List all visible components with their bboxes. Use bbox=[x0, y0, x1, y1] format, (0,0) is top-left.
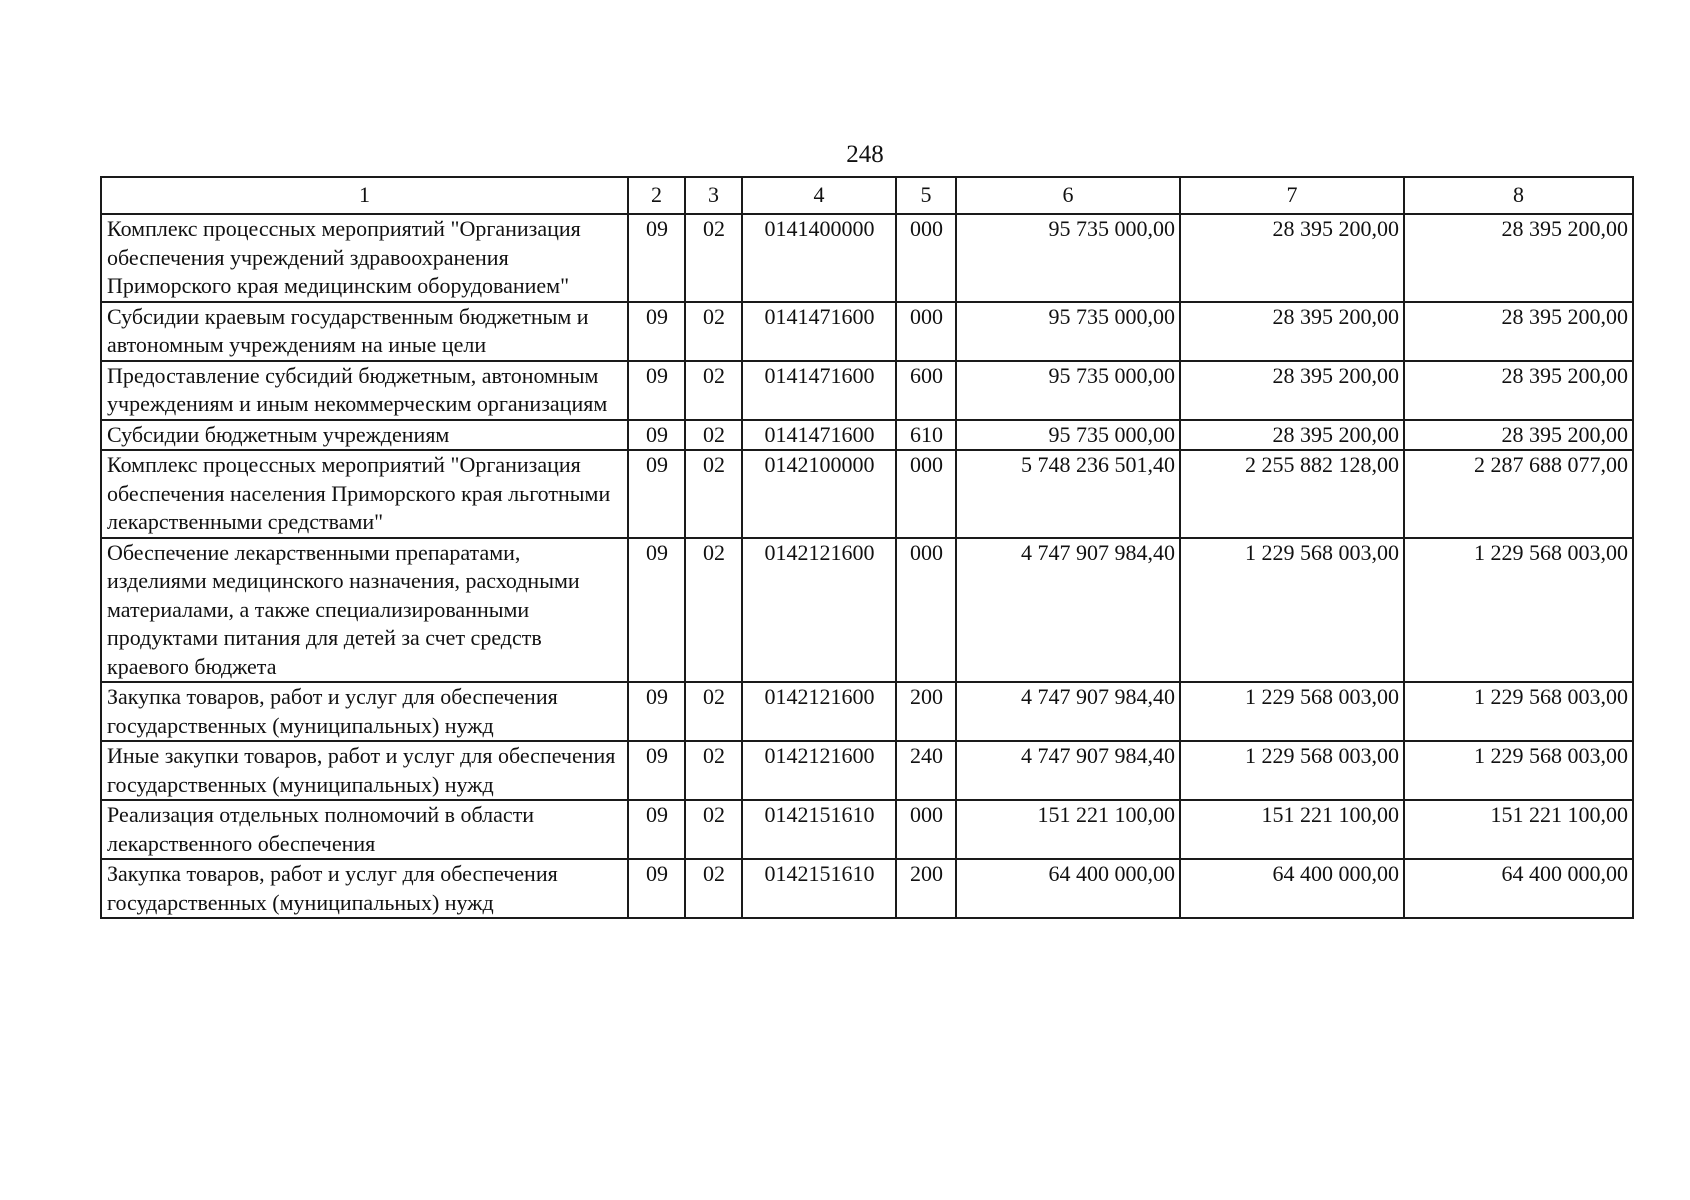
row-subsection-code: 02 bbox=[685, 800, 742, 859]
row-expense-type-code: 000 bbox=[896, 450, 956, 538]
header-cell-7: 7 bbox=[1180, 177, 1404, 214]
row-amount-col-6: 151 221 100,00 bbox=[956, 800, 1180, 859]
row-subsection-code: 02 bbox=[685, 741, 742, 800]
row-amount-col-8: 28 395 200,00 bbox=[1404, 361, 1633, 420]
row-subsection-code: 02 bbox=[685, 859, 742, 918]
row-name: Субсидии краевым государственным бюджетным и автономным учреждениям на иные цели bbox=[101, 302, 628, 361]
row-expense-type-code: 610 bbox=[896, 420, 956, 451]
row-target-article-code: 0142121600 bbox=[742, 538, 896, 683]
row-amount-col-7: 28 395 200,00 bbox=[1180, 214, 1404, 302]
row-expense-type-code: 000 bbox=[896, 538, 956, 683]
row-target-article-code: 0141471600 bbox=[742, 302, 896, 361]
row-amount-col-8: 1 229 568 003,00 bbox=[1404, 538, 1633, 683]
table-row bbox=[101, 538, 1633, 683]
row-amount-col-7: 1 229 568 003,00 bbox=[1180, 741, 1404, 800]
row-amount-col-6: 4 747 907 984,40 bbox=[956, 682, 1180, 741]
table-row bbox=[101, 800, 1633, 859]
row-amount-col-6: 95 735 000,00 bbox=[956, 361, 1180, 420]
row-amount-col-7: 64 400 000,00 bbox=[1180, 859, 1404, 918]
row-expense-type-code: 000 bbox=[896, 214, 956, 302]
row-section-code: 09 bbox=[628, 214, 685, 302]
row-section-code: 09 bbox=[628, 361, 685, 420]
row-name: Предоставление субсидий бюджетным, автономным учреждениям и иным некоммерческим организациям bbox=[101, 361, 628, 420]
budget-table bbox=[100, 176, 1634, 919]
row-section-code: 09 bbox=[628, 450, 685, 538]
row-amount-col-8: 28 395 200,00 bbox=[1404, 214, 1633, 302]
header-cell-5: 5 bbox=[896, 177, 956, 214]
table-row bbox=[101, 450, 1633, 538]
row-expense-type-code: 000 bbox=[896, 302, 956, 361]
table-row bbox=[101, 302, 1633, 361]
row-subsection-code: 02 bbox=[685, 420, 742, 451]
header-cell-6: 6 bbox=[956, 177, 1180, 214]
row-amount-col-6: 95 735 000,00 bbox=[956, 420, 1180, 451]
row-target-article-code: 0141471600 bbox=[742, 361, 896, 420]
row-amount-col-6: 4 747 907 984,40 bbox=[956, 741, 1180, 800]
row-amount-col-7: 2 255 882 128,00 bbox=[1180, 450, 1404, 538]
row-amount-col-8: 2 287 688 077,00 bbox=[1404, 450, 1633, 538]
row-amount-col-8: 1 229 568 003,00 bbox=[1404, 682, 1633, 741]
row-name: Комплекс процессных мероприятий "Организация обеспечения учреждений здравоохранения Приморского края медицинским оборудованием" bbox=[101, 214, 628, 302]
row-target-article-code: 0141400000 bbox=[742, 214, 896, 302]
table-row bbox=[101, 420, 1633, 451]
row-target-article-code: 0142121600 bbox=[742, 682, 896, 741]
row-amount-col-7: 28 395 200,00 bbox=[1180, 302, 1404, 361]
row-amount-col-7: 1 229 568 003,00 bbox=[1180, 538, 1404, 683]
row-subsection-code: 02 bbox=[685, 450, 742, 538]
table-row bbox=[101, 361, 1633, 420]
table-header-row bbox=[101, 177, 1633, 214]
row-name: Реализация отдельных полномочий в области лекарственного обеспечения bbox=[101, 800, 628, 859]
row-amount-col-6: 4 747 907 984,40 bbox=[956, 538, 1180, 683]
row-target-article-code: 0142121600 bbox=[742, 741, 896, 800]
row-amount-col-7: 151 221 100,00 bbox=[1180, 800, 1404, 859]
row-subsection-code: 02 bbox=[685, 682, 742, 741]
row-amount-col-8: 64 400 000,00 bbox=[1404, 859, 1633, 918]
row-section-code: 09 bbox=[628, 538, 685, 683]
row-amount-col-7: 1 229 568 003,00 bbox=[1180, 682, 1404, 741]
row-name: Обеспечение лекарственными препаратами, изделиями медицинского назначения, расходными материалами, а также специализированными продуктами питания для детей за счет средств краевого бюджета bbox=[101, 538, 628, 683]
page-number: 248 bbox=[846, 141, 884, 168]
row-amount-col-8: 28 395 200,00 bbox=[1404, 302, 1633, 361]
row-section-code: 09 bbox=[628, 302, 685, 361]
row-subsection-code: 02 bbox=[685, 214, 742, 302]
row-target-article-code: 0141471600 bbox=[742, 420, 896, 451]
row-amount-col-8: 1 229 568 003,00 bbox=[1404, 741, 1633, 800]
row-target-article-code: 0142100000 bbox=[742, 450, 896, 538]
header-cell-4: 4 bbox=[742, 177, 896, 214]
row-expense-type-code: 200 bbox=[896, 682, 956, 741]
row-expense-type-code: 240 bbox=[896, 741, 956, 800]
row-section-code: 09 bbox=[628, 741, 685, 800]
row-name: Закупка товаров, работ и услуг для обеспечения государственных (муниципальных) нужд bbox=[101, 682, 628, 741]
row-amount-col-8: 151 221 100,00 bbox=[1404, 800, 1633, 859]
row-section-code: 09 bbox=[628, 859, 685, 918]
row-amount-col-8: 28 395 200,00 bbox=[1404, 420, 1633, 451]
row-amount-col-7: 28 395 200,00 bbox=[1180, 420, 1404, 451]
header-cell-8: 8 bbox=[1404, 177, 1633, 214]
row-amount-col-6: 64 400 000,00 bbox=[956, 859, 1180, 918]
row-subsection-code: 02 bbox=[685, 302, 742, 361]
row-subsection-code: 02 bbox=[685, 361, 742, 420]
header-cell-3: 3 bbox=[685, 177, 742, 214]
row-name: Иные закупки товаров, работ и услуг для обеспечения государственных (муниципальных) нужд bbox=[101, 741, 628, 800]
row-expense-type-code: 600 bbox=[896, 361, 956, 420]
table-row bbox=[101, 214, 1633, 302]
header-cell-2: 2 bbox=[628, 177, 685, 214]
row-expense-type-code: 000 bbox=[896, 800, 956, 859]
row-expense-type-code: 200 bbox=[896, 859, 956, 918]
row-section-code: 09 bbox=[628, 682, 685, 741]
row-amount-col-6: 95 735 000,00 bbox=[956, 302, 1180, 361]
row-name: Комплекс процессных мероприятий "Организация обеспечения населения Приморского края льготными лекарственными средствами" bbox=[101, 450, 628, 538]
row-amount-col-6: 95 735 000,00 bbox=[956, 214, 1180, 302]
row-section-code: 09 bbox=[628, 800, 685, 859]
row-amount-col-6: 5 748 236 501,40 bbox=[956, 450, 1180, 538]
table-row bbox=[101, 682, 1633, 741]
row-subsection-code: 02 bbox=[685, 538, 742, 683]
header-cell-1: 1 bbox=[101, 177, 628, 214]
row-name: Субсидии бюджетным учреждениям bbox=[101, 420, 628, 451]
row-section-code: 09 bbox=[628, 420, 685, 451]
row-target-article-code: 0142151610 bbox=[742, 859, 896, 918]
table-row bbox=[101, 741, 1633, 800]
row-amount-col-7: 28 395 200,00 bbox=[1180, 361, 1404, 420]
row-name: Закупка товаров, работ и услуг для обеспечения государственных (муниципальных) нужд bbox=[101, 859, 628, 918]
table-row bbox=[101, 859, 1633, 918]
row-target-article-code: 0142151610 bbox=[742, 800, 896, 859]
